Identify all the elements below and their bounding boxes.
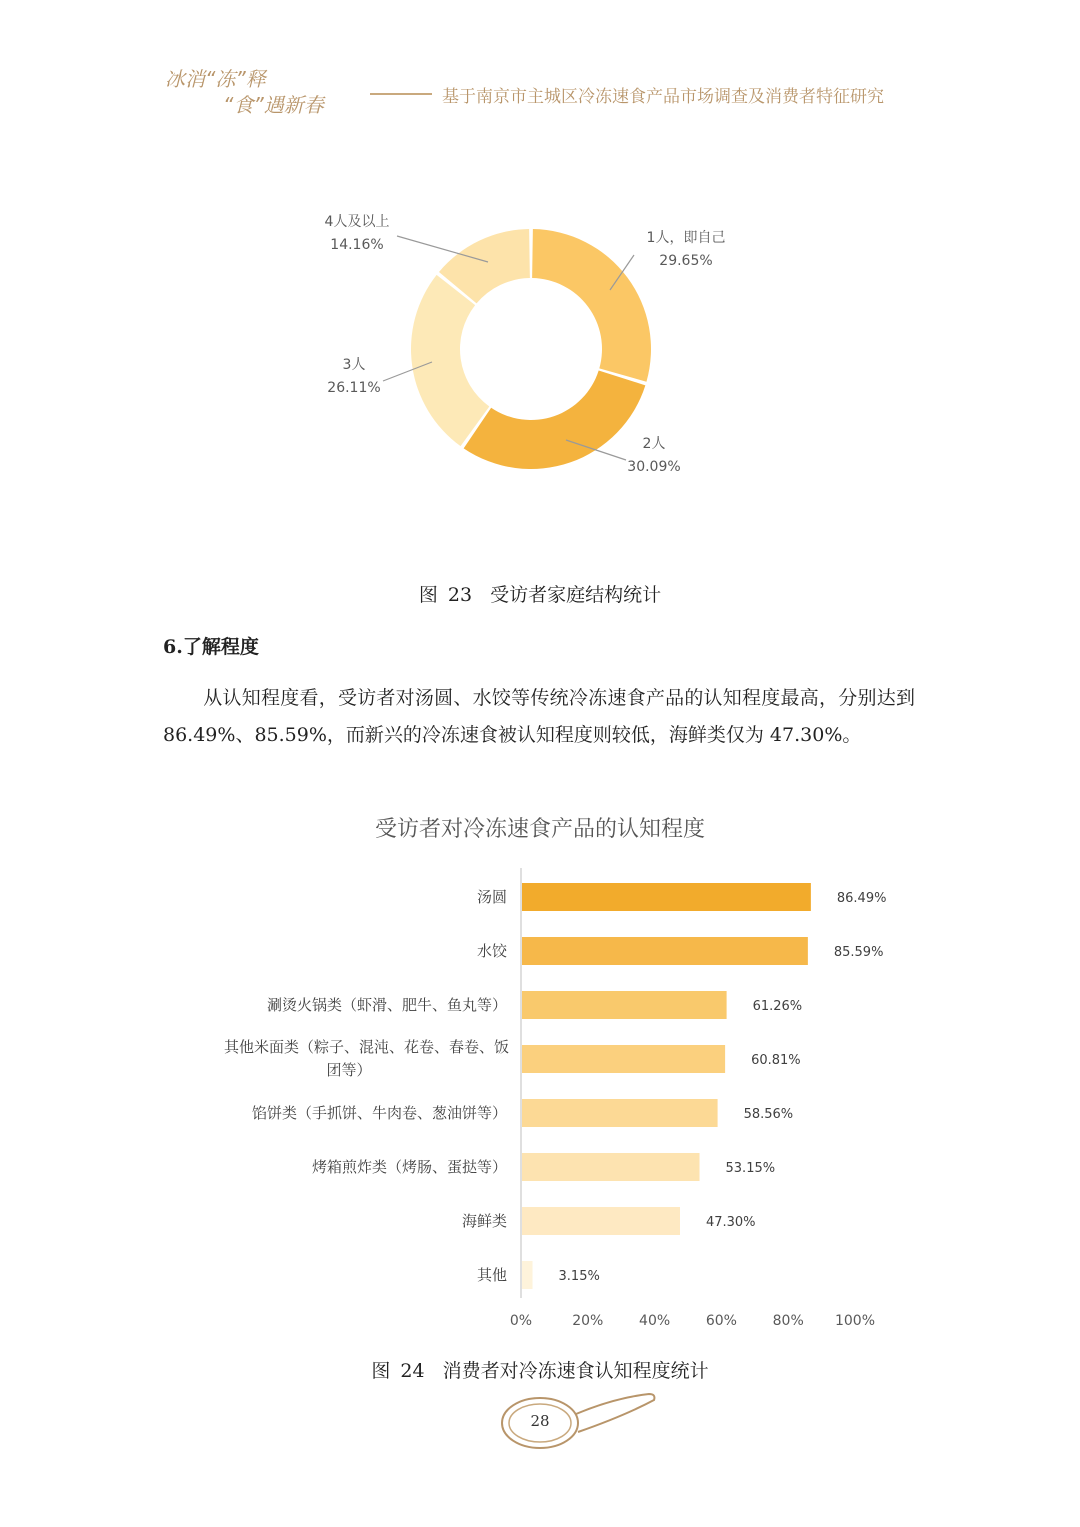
figure-24-caption (0, 1356, 1080, 1383)
header-logo-line1: 冰消“冻”释 (165, 67, 266, 91)
bar (522, 883, 811, 911)
x-tick-label: 0% (509, 1313, 533, 1329)
bar-category-label-continued: 团等） (326, 1061, 372, 1079)
bar-category-label: 其他米面类（粽子、混沌、花卷、春卷、饭 (223, 1038, 509, 1056)
donut-value-label: 14.16% (330, 237, 384, 253)
bar-value-label: 53.15% (725, 1161, 776, 1176)
donut-category-label: 3人 (342, 357, 366, 373)
bar-category-label: 水饺 (476, 942, 507, 960)
bar (522, 1261, 533, 1289)
x-tick-label: 60% (705, 1313, 737, 1329)
x-tick-label: 100% (834, 1313, 876, 1329)
bar (522, 937, 808, 965)
bar-value-label: 47.30% (705, 1215, 756, 1230)
bar-value-label: 60.81% (751, 1053, 801, 1068)
donut-category-label: 1人，即自己 (646, 230, 726, 246)
body-paragraph-text: 从认知程度看，受访者对汤圆、水饺等传统冷冻速食产品的认知程度最高，分别达到 86.49%、85.59%，而新兴的冷冻速食被认知程度则较低，海鲜类仅为 47.30%。 (163, 687, 915, 746)
donut-slice (464, 371, 646, 469)
bar (522, 991, 727, 1019)
bar-category-label: 涮烫火锅类（虾滑、肥牛、鱼丸等） (266, 996, 507, 1014)
spoon-handle (576, 1394, 654, 1432)
figure-23-caption (0, 580, 1080, 607)
bar-value-label: 86.49% (836, 891, 887, 906)
bar (522, 1045, 725, 1073)
x-tick-label: 20% (572, 1313, 604, 1329)
figure-24-label: 图 (371, 1360, 391, 1382)
bar-value-label: 61.26% (752, 999, 803, 1014)
section-title: 6.了解程度 (163, 636, 259, 658)
figure-24-text: 消费者对冷冻速食认知程度统计 (442, 1360, 709, 1382)
bar (522, 1153, 700, 1181)
figure-24-number: 24 (400, 1360, 425, 1382)
spoon-ornament (494, 1388, 674, 1458)
bar-category-label: 其他 (476, 1266, 507, 1284)
figure-23-number: 23 (447, 584, 473, 606)
x-tick-label: 40% (639, 1313, 671, 1329)
page-number: 28 (530, 1412, 550, 1430)
bar (522, 1099, 718, 1127)
figure-23-text: 受访者家庭结构统计 (490, 584, 662, 606)
bar-category-label: 海鲜类 (461, 1212, 507, 1230)
x-tick-label: 80% (772, 1313, 804, 1329)
donut-slice (532, 229, 651, 382)
bar (522, 1207, 680, 1235)
bar-chart-title: 受访者对冷冻速食产品的认知程度 (374, 817, 705, 842)
bar-value-label: 3.15% (558, 1269, 600, 1284)
donut-value-label: 29.65% (659, 253, 713, 269)
header-logo-line2: “食”遇新春 (223, 93, 324, 117)
bar-value-label: 85.59% (833, 945, 884, 960)
donut-value-label: 26.11% (327, 380, 381, 396)
body-paragraph (163, 680, 915, 754)
family-structure-donut-chart (0, 0, 1080, 560)
bar-category-label: 烤箱煎炸类（烤肠、蛋挞等） (311, 1158, 507, 1176)
donut-value-label: 30.09% (627, 459, 681, 475)
donut-category-label: 2人 (642, 436, 666, 452)
bar-category-label: 馅饼类（手抓饼、牛肉卷、葱油饼等） (251, 1104, 507, 1122)
awareness-bar-chart (0, 860, 1080, 1360)
figure-23-label: 图 (418, 584, 438, 606)
header-subtitle: 基于南京市主城区冷冻速食产品市场调查及消费者特征研究 (442, 87, 884, 107)
bar-category-label: 汤圆 (476, 888, 507, 906)
donut-category-label: 4人及以上 (324, 214, 390, 230)
bar-value-label: 58.56% (743, 1107, 794, 1122)
